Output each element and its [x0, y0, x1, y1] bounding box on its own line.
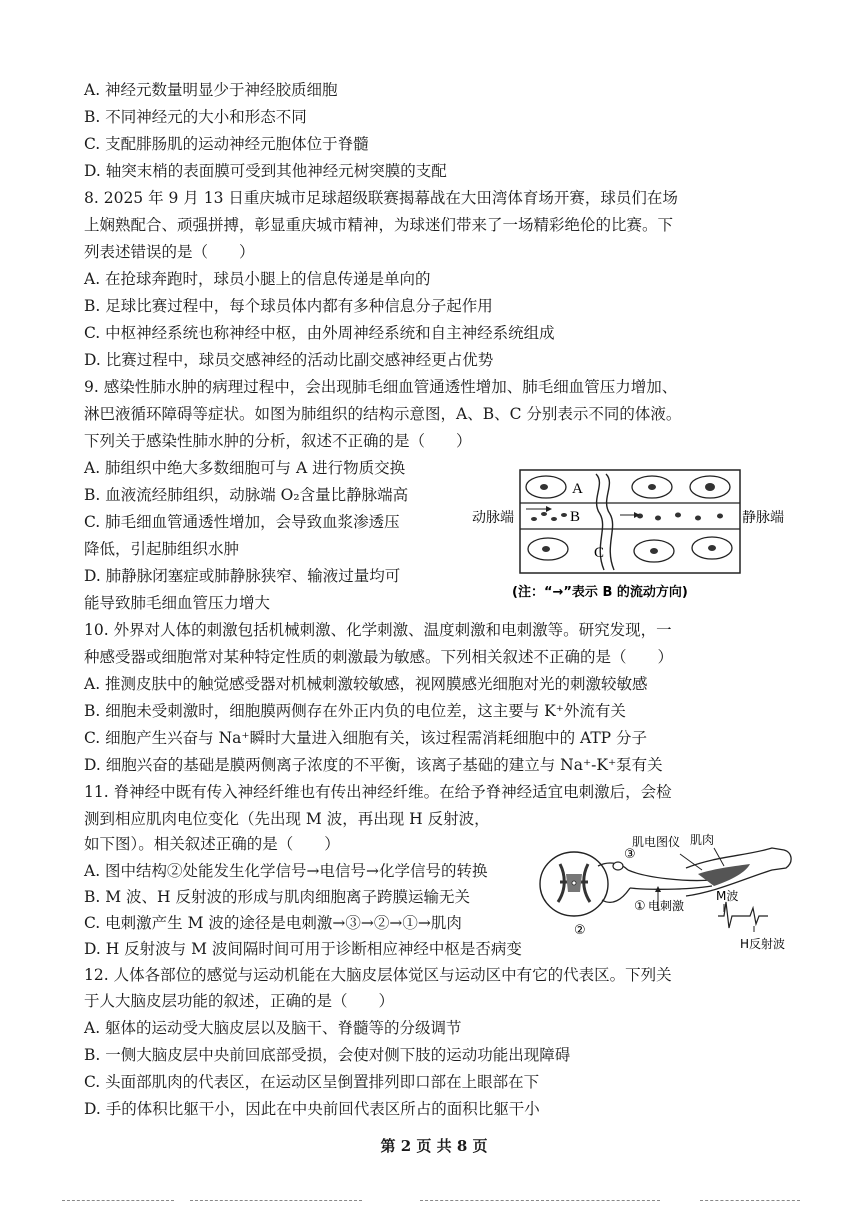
q11-stem-line3: 如下图）。相关叙述正确的是（ ）: [84, 835, 340, 853]
q12-option-b: B. 一侧大脑皮层中央前回底部受损，会使对侧下肢的运动功能出现障碍: [84, 1046, 571, 1064]
page-number: 第 2 页 共 8 页: [380, 1137, 488, 1155]
q11-stem-line2: 测到相应肌肉电位变化（先出现 M 波，再出现 H 反射波，: [84, 810, 490, 828]
q9-option-c-line1: C. 肺毛细血管通透性增加，会导致血浆渗透压: [84, 513, 400, 531]
q11-option-a: A. 图中结构②处能发生化学信号→电信号→化学信号的转换: [84, 862, 488, 880]
q10-stem-line1: 10. 外界对人体的刺激包括机械刺激、化学刺激、温度刺激和电刺激等。研究发现，一: [84, 621, 672, 639]
q9-stem-line3: 下列关于感染性肺水肿的分析，叙述不正确的是（ ）: [84, 432, 472, 450]
q7-option-b: B. 不同神经元的大小和形态不同: [84, 108, 307, 126]
q11-option-c: C. 电刺激产生 M 波的途径是电刺激→③→②→①→肌肉: [84, 914, 462, 932]
marker-3: ③: [624, 847, 636, 862]
q7-option-c: C. 支配腓肠肌的运动神经元胞体位于脊髓: [84, 135, 369, 153]
q11-stem-line1: 11. 脊神经中既有传入神经纤维也有传出神经纤维。在给予脊神经适宜电刺激后，会检: [84, 783, 672, 801]
q8-option-c: C. 中枢神经系统也称神经中枢，由外周神经系统和自主神经系统组成: [84, 324, 555, 342]
q8-stem-line1: 8. 2025 年 9 月 13 日重庆城市足球超级联赛揭幕战在大田湾体育场开赛，球员们在场: [84, 189, 678, 207]
q8-stem-line2: 上娴熟配合、顽强拼搏，彰显重庆城市精神，为球迷们带来了一场精彩绝伦的比赛。下: [84, 216, 674, 234]
q9-stem-line1: 9. 感染性肺水肿的病理过程中，会出现肺毛细血管通透性增加、肺毛细血管压力增加、: [84, 378, 678, 396]
label-c: C: [594, 545, 605, 561]
q10-stem-line2: 种感受器或细胞常对某种特定性质的刺激最为敏感。下列相关叙述不正确的是（ ）: [84, 648, 674, 666]
q12-option-c: C. 头面部肌肉的代表区，在运动区呈倒置排列即口部在上眼部在下: [84, 1073, 540, 1091]
emg-device-label: 肌电图仪: [632, 835, 681, 849]
flow-arrow-icon: [526, 506, 552, 512]
h-wave-label: H反射波: [740, 937, 786, 951]
marker-1: ①: [634, 899, 646, 914]
figure-note: (注：“→”表示 B 的流动方向): [512, 585, 688, 600]
q10-option-a: A. 推测皮肤中的触觉感受器对机械刺激较敏感，视网膜感光细胞对光的刺激较敏感: [84, 675, 648, 693]
stimulus-label: 电刺激: [648, 899, 685, 913]
q9-option-d-line1: D. 肺静脉闭塞症或肺静脉狭窄、输液过量均可: [84, 567, 401, 585]
tissue-cell: [526, 476, 566, 498]
q8-option-b: B. 足球比赛过程中，每个球员体内都有多种信息分子起作用: [84, 297, 493, 315]
q12-option-a: A. 躯体的运动受大脑皮层以及脑干、脊髓等的分级调节: [84, 1019, 462, 1037]
q10-option-b: B. 细胞未受刺激时，细胞膜两侧存在外正内负的电位差，这主要与 K⁺外流有关: [84, 702, 626, 720]
muscle-label: 肌肉: [690, 833, 715, 847]
tissue-cell: [690, 476, 730, 498]
footer-divider: [190, 1200, 362, 1201]
q9-option-b: B. 血液流经肺组织，动脉端 O₂含量比静脉端高: [84, 486, 409, 504]
q8-option-a: A. 在抢球奔跑时，球员小腿上的信息传递是单向的: [84, 270, 431, 288]
emg-trace: [718, 902, 768, 932]
q9-option-c-line2: 降低，引起肺组织水肿: [84, 540, 240, 558]
lung-tissue-figure: [468, 462, 798, 610]
tissue-cell: [632, 476, 672, 498]
footer-divider: [62, 1200, 174, 1201]
tissue-cell: [692, 537, 732, 559]
marker-2: ②: [574, 923, 586, 938]
tissue-cell: [634, 540, 674, 562]
q11-option-b: B. M 波、H 反射波的形成与肌肉细胞离子跨膜运输无关: [84, 888, 470, 906]
q12-option-d: D. 手的体积比躯干小，因此在中央前回代表区所占的面积比躯干小: [84, 1100, 540, 1118]
q7-option-a: A. 神经元数量明显少于神经胶质细胞: [84, 81, 338, 99]
q12-stem-line1: 12. 人体各部位的感觉与运动机能在大脑皮层体觉区与运动区中有它的代表区。下列关: [84, 966, 672, 984]
venous-end-label: 静脉端: [742, 510, 784, 526]
q8-option-d: D. 比赛过程中，球员交感神经的活动比副交感神经更占优势: [84, 351, 494, 369]
arterial-end-label: 动脉端: [472, 510, 514, 526]
q9-option-a: A. 肺组织中绝大多数细胞可与 A 进行物质交换: [84, 459, 406, 477]
q7-option-d: D. 轴突末梢的表面膜可受到其他神经元树突膜的支配: [84, 162, 447, 180]
footer-divider: [420, 1200, 660, 1201]
footer-divider: [700, 1200, 800, 1201]
label-a: A: [572, 481, 583, 497]
blood-cells: [531, 512, 723, 521]
emg-figure: [536, 826, 798, 954]
q8-stem-line3: 列表述错误的是（ ）: [84, 243, 255, 261]
q9-stem-line2: 淋巴液循环障碍等症状。如图为肺组织的结构示意图，A、B、C 分别表示不同的体液。: [84, 405, 682, 423]
m-wave-label: M波: [716, 889, 739, 903]
q10-option-c: C. 细胞产生兴奋与 Na⁺瞬时大量进入细胞有关，该过程需消耗细胞中的 ATP 分子: [84, 729, 648, 747]
q11-option-d: D. H 反射波与 M 波间隔时间可用于诊断相应神经中枢是否病变: [84, 940, 522, 958]
spinal-cord-section: [540, 852, 608, 916]
q10-option-d: D. 细胞兴奋的基础是膜两侧离子浓度的不平衡，该离子基础的建立与 Na⁺-K⁺泵有关: [84, 756, 663, 774]
q9-option-d-line2: 能导致肺毛细血管压力增大: [84, 594, 271, 612]
arm-muscle: [686, 848, 791, 896]
label-b: B: [570, 509, 581, 525]
q12-stem-line2: 于人大脑皮层功能的叙述，正确的是（ ）: [84, 992, 395, 1010]
tissue-cell: [528, 538, 568, 560]
flow-arrow-icon: [620, 512, 640, 518]
